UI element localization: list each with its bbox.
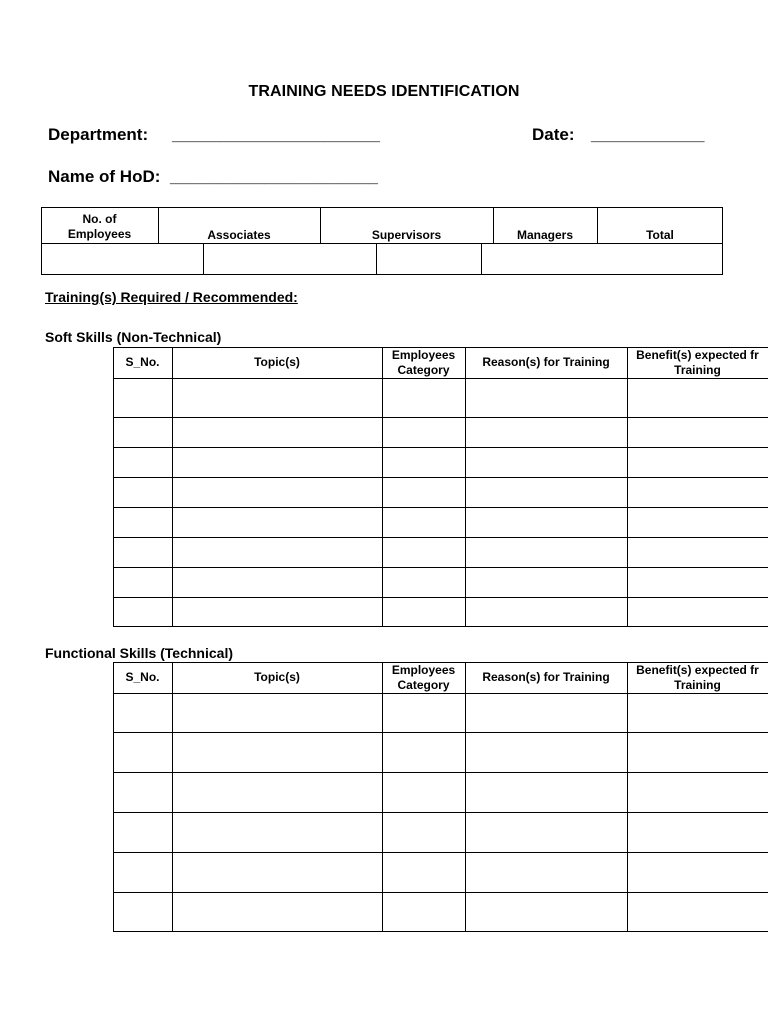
column-header-reason: Reason(s) for Training xyxy=(482,670,610,684)
hod-field[interactable]: ______________________ xyxy=(170,167,379,186)
managers-total-count-input[interactable] xyxy=(482,244,722,274)
cell-reason[interactable] xyxy=(466,893,627,931)
cell-benefit[interactable] xyxy=(628,893,768,931)
cell-sno[interactable] xyxy=(114,733,172,772)
column-header-employees-category: Employees Category xyxy=(391,348,456,377)
cell-topic[interactable] xyxy=(173,853,382,892)
cell-benefit[interactable] xyxy=(628,478,768,507)
cell-topic[interactable] xyxy=(173,773,382,812)
cell-reason[interactable] xyxy=(466,508,627,537)
cell-reason[interactable] xyxy=(466,478,627,507)
cell-reason[interactable] xyxy=(466,538,627,567)
cell-sno[interactable] xyxy=(114,478,172,507)
cell-employees-category[interactable] xyxy=(383,893,465,931)
cell-sno[interactable] xyxy=(114,893,172,931)
cell-reason[interactable] xyxy=(466,694,627,732)
cell-reason[interactable] xyxy=(466,813,627,852)
cell-benefit[interactable] xyxy=(628,733,768,772)
cell-topic[interactable] xyxy=(173,893,382,931)
cell-topic[interactable] xyxy=(173,478,382,507)
soft-skills-heading: Soft Skills (Non-Technical) xyxy=(45,329,222,345)
cell-employees-category[interactable] xyxy=(383,418,465,447)
cell-topic[interactable] xyxy=(173,813,382,852)
cell-topic[interactable] xyxy=(173,418,382,447)
cell-benefit[interactable] xyxy=(628,853,768,892)
cell-topic[interactable] xyxy=(173,694,382,732)
column-header-sno: S_No. xyxy=(125,670,160,684)
cell-topic[interactable] xyxy=(173,379,382,417)
training-required-heading: Training(s) Required / Recommended: xyxy=(45,289,298,305)
cell-reason[interactable] xyxy=(466,379,627,417)
cell-reason[interactable] xyxy=(466,418,627,447)
column-header-sno: S_No. xyxy=(125,355,160,369)
cell-sno[interactable] xyxy=(114,598,172,626)
cell-benefit[interactable] xyxy=(628,538,768,567)
associates-count-input[interactable] xyxy=(204,244,376,274)
cell-employees-category[interactable] xyxy=(383,733,465,772)
cell-employees-category[interactable] xyxy=(383,478,465,507)
cell-topic[interactable] xyxy=(173,508,382,537)
column-header-benefit: Benefit(s) expected fr Training xyxy=(636,348,759,377)
cell-reason[interactable] xyxy=(466,568,627,597)
cell-employees-category[interactable] xyxy=(383,379,465,417)
cell-sno[interactable] xyxy=(114,448,172,477)
cell-reason[interactable] xyxy=(466,773,627,812)
cell-employees-category[interactable] xyxy=(383,568,465,597)
column-header-employees-category: Employees Category xyxy=(391,663,456,692)
cell-employees-category[interactable] xyxy=(383,508,465,537)
cell-sno[interactable] xyxy=(114,538,172,567)
cell-employees-category[interactable] xyxy=(383,694,465,732)
cell-employees-category[interactable] xyxy=(383,598,465,626)
cell-topic[interactable] xyxy=(173,568,382,597)
cell-benefit[interactable] xyxy=(628,508,768,537)
department-field[interactable]: ______________________ xyxy=(172,125,381,144)
column-header-benefit: Benefit(s) expected fr Training xyxy=(636,663,759,692)
cell-topic[interactable] xyxy=(173,448,382,477)
column-header-topic: Topic(s) xyxy=(254,670,300,684)
cell-reason[interactable] xyxy=(466,598,627,626)
cell-benefit[interactable] xyxy=(628,813,768,852)
employee-count-input[interactable] xyxy=(42,244,203,274)
cell-topic[interactable] xyxy=(173,733,382,772)
cell-employees-category[interactable] xyxy=(383,538,465,567)
department-label: Department: xyxy=(48,125,149,144)
employee-table-header-total: Total xyxy=(646,228,674,242)
cell-employees-category[interactable] xyxy=(383,813,465,852)
cell-employees-category[interactable] xyxy=(383,448,465,477)
cell-sno[interactable] xyxy=(114,568,172,597)
cell-benefit[interactable] xyxy=(628,773,768,812)
cell-sno[interactable] xyxy=(114,813,172,852)
hod-label: Name of HoD: xyxy=(48,167,161,186)
functional-skills-heading: Functional Skills (Technical) xyxy=(45,645,233,661)
row-divider xyxy=(113,626,768,627)
cell-sno[interactable] xyxy=(114,773,172,812)
cell-benefit[interactable] xyxy=(628,568,768,597)
cell-employees-category[interactable] xyxy=(383,853,465,892)
employee-table-header-associates: Associates xyxy=(207,228,271,242)
cell-sno[interactable] xyxy=(114,379,172,417)
cell-sno[interactable] xyxy=(114,508,172,537)
cell-sno[interactable] xyxy=(114,694,172,732)
cell-benefit[interactable] xyxy=(628,418,768,447)
cell-reason[interactable] xyxy=(466,733,627,772)
cell-reason[interactable] xyxy=(466,853,627,892)
cell-employees-category[interactable] xyxy=(383,773,465,812)
date-label: Date: xyxy=(532,125,575,144)
cell-sno[interactable] xyxy=(114,853,172,892)
cell-sno[interactable] xyxy=(114,418,172,447)
employee-table-header-supervisors: Supervisors xyxy=(371,228,442,242)
cell-benefit[interactable] xyxy=(628,694,768,732)
column-header-reason: Reason(s) for Training xyxy=(482,355,610,369)
supervisors-count-input[interactable] xyxy=(377,244,481,274)
page-title: TRAINING NEEDS IDENTIFICATION xyxy=(248,83,520,100)
row-divider xyxy=(113,931,768,932)
cell-benefit[interactable] xyxy=(628,598,768,626)
cell-reason[interactable] xyxy=(466,448,627,477)
employee-table-header-managers: Managers xyxy=(516,228,574,242)
cell-topic[interactable] xyxy=(173,538,382,567)
column-header-topic: Topic(s) xyxy=(254,355,300,369)
employee-table-header-no-of-employees: No. of Employees xyxy=(67,212,132,241)
cell-benefit[interactable] xyxy=(628,448,768,477)
date-field[interactable]: ____________ xyxy=(591,125,705,144)
cell-topic[interactable] xyxy=(173,598,382,626)
cell-benefit[interactable] xyxy=(628,379,768,417)
